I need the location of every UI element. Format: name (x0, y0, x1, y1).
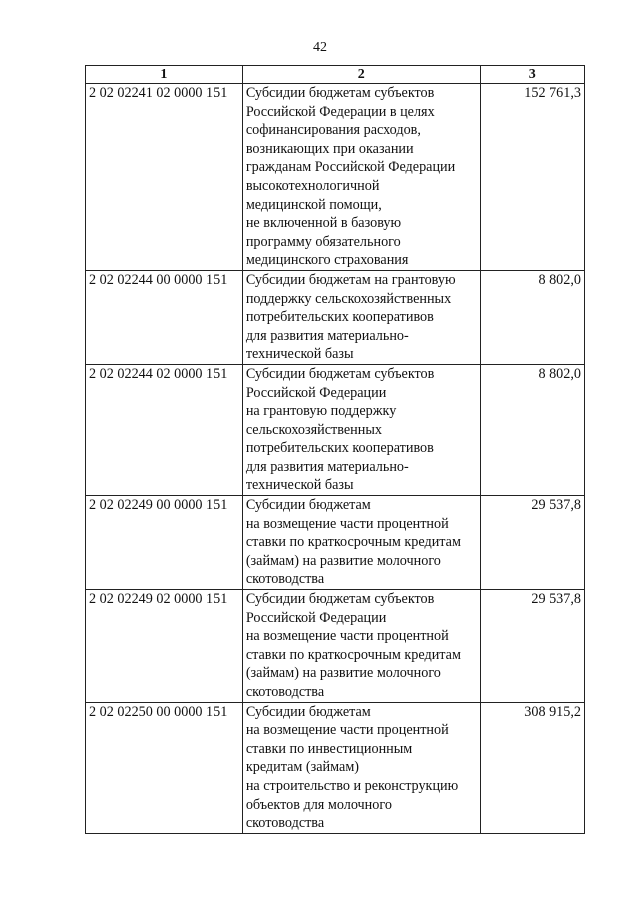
description-line: технической базы (245, 346, 354, 363)
budget-code-cell: 2 02 02241 02 0000 151 (86, 84, 243, 271)
table-body (86, 84, 585, 834)
description-line: на возмещение части процентной (245, 722, 449, 739)
description-line: Субсидии бюджетам (245, 703, 371, 720)
description-line: на возмещение части процентной (245, 515, 449, 532)
budget-code-cell: 2 02 02244 00 0000 151 (86, 270, 243, 364)
description-line: скотоводства (245, 815, 325, 832)
description-line: скотоводства (245, 684, 325, 700)
column-header-1: 1 (86, 66, 243, 84)
description-line: ставки по краткосрочным кредитам (245, 646, 461, 663)
table-row (86, 702, 585, 833)
description-line: скотоводства (245, 571, 325, 588)
description-line: Субсидии бюджетам субъектов (245, 591, 435, 608)
description-line: (займам) на развитие молочного (245, 552, 441, 569)
table-row (86, 84, 585, 271)
description-cell (242, 702, 480, 833)
description-line: на строительство и реконструкцию (245, 777, 459, 794)
description-line: программу обязательного (245, 233, 401, 250)
description-line: гражданам Российской Федерации (245, 159, 456, 176)
description-line: Российской Федерации (245, 609, 387, 626)
description-cell (242, 364, 480, 495)
description-line: для развития материально- (245, 327, 409, 344)
description-line: на грантовую поддержку (245, 403, 397, 420)
description-line: объектов для молочного (245, 796, 392, 813)
description-line: (займам) на развитие молочного (245, 665, 441, 682)
description-line: ставки по краткосрочным кредитам (245, 534, 461, 551)
description-line: Субсидии бюджетам субъектов (245, 85, 435, 101)
table-row (86, 364, 585, 495)
column-header-2: 2 (242, 66, 480, 84)
description-line: потребительских кооперативов (245, 440, 434, 457)
description-line: технической базы (245, 477, 354, 494)
page-number: 42 (313, 40, 327, 55)
amount-cell: 8 802,0 (480, 270, 584, 364)
description-line: Российской Федерации в целях (245, 103, 435, 120)
description-cell (242, 84, 480, 271)
description-line: поддержку сельскохозяйственных (245, 290, 452, 307)
description-line: сельскохозяйственных (245, 421, 382, 438)
description-line: медицинской помощи, (245, 196, 382, 213)
description-line: возникающих при оказании (245, 140, 414, 157)
table-row (86, 496, 585, 590)
description-line: Субсидии бюджетам (245, 497, 371, 514)
description-line: на возмещение части процентной (245, 628, 449, 645)
description-line: Российской Федерации (245, 384, 387, 401)
description-cell (242, 270, 480, 364)
description-cell (242, 590, 480, 703)
budget-code-cell: 2 02 02249 02 0000 151 (86, 590, 243, 703)
amount-cell: 29 537,8 (480, 496, 584, 590)
budget-code-cell: 2 02 02249 00 0000 151 (86, 496, 243, 590)
description-cell (242, 496, 480, 590)
budget-table (85, 65, 585, 834)
table-row (86, 590, 585, 703)
description-line: медицинского страхования (245, 252, 409, 269)
description-line: высокотехнологичной (245, 177, 380, 194)
description-line: для развития материально- (245, 458, 409, 475)
column-header-3: 3 (480, 66, 584, 84)
description-line: не включенной в базовую (245, 215, 402, 232)
description-line: Субсидии бюджетам субъектов (245, 365, 435, 382)
description-line: софинансирования расходов, (245, 122, 421, 139)
table-row (86, 270, 585, 364)
description-line: кредитам (займам) (245, 759, 360, 776)
description-line: Субсидии бюджетам на грантовую (245, 271, 456, 288)
budget-code-cell: 2 02 02244 02 0000 151 (86, 364, 243, 495)
description-line: ставки по инвестиционным (245, 740, 413, 757)
amount-cell: 308 915,2 (480, 702, 584, 833)
budget-code-cell: 2 02 02250 00 0000 151 (86, 702, 243, 833)
amount-cell: 8 802,0 (480, 364, 584, 495)
description-line: потребительских кооперативов (245, 309, 434, 326)
amount-cell: 29 537,8 (480, 590, 584, 703)
amount-cell: 152 761,3 (480, 84, 584, 271)
table-header-row (86, 66, 585, 84)
